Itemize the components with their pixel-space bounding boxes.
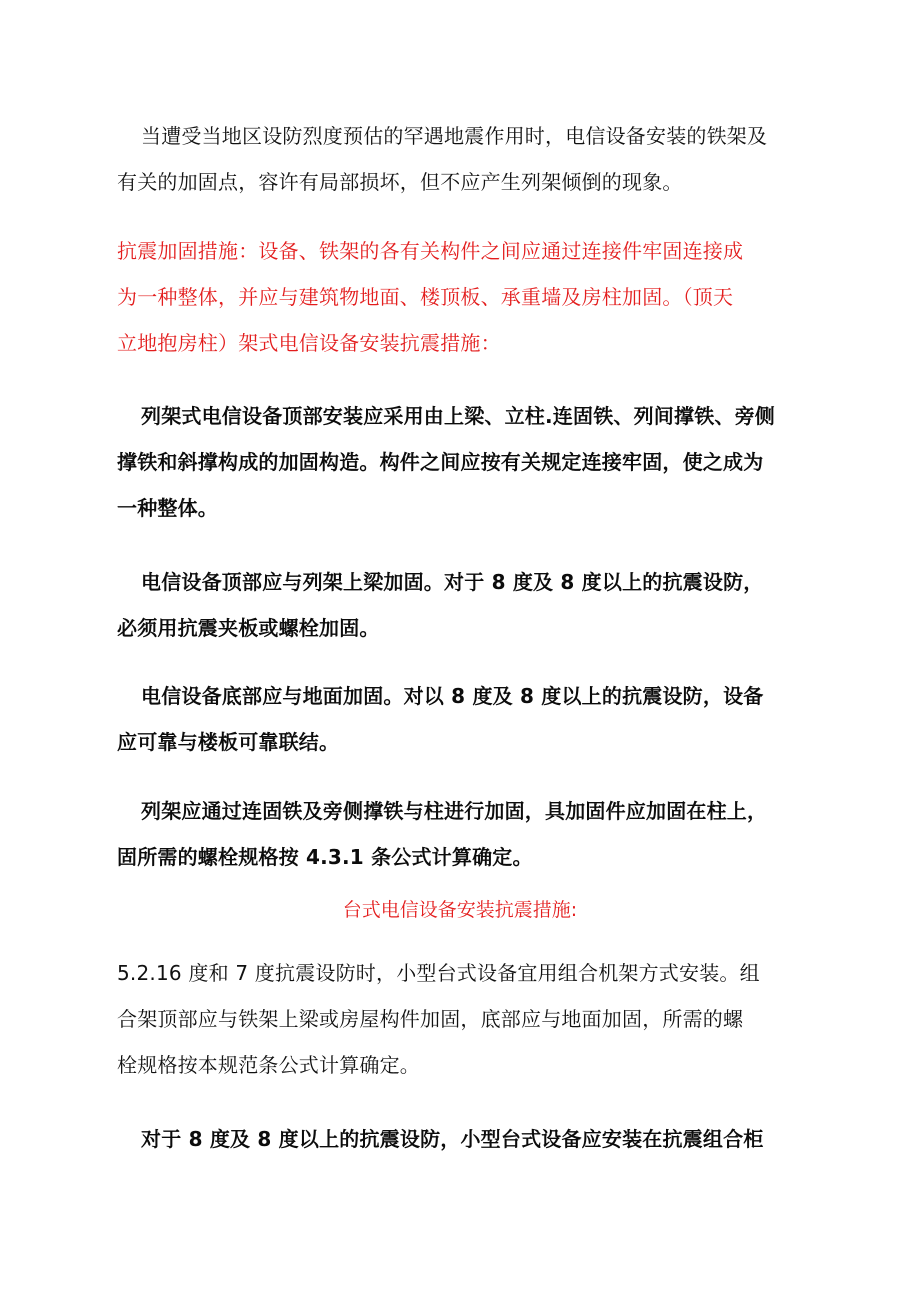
text-line: 固所需的螺栓规格按 4.3.1 条公式计算确定。 xyxy=(117,845,533,869)
paragraph-combined-rack xyxy=(117,950,817,1088)
paragraph-rack-column xyxy=(117,788,817,880)
text-line: 对于 8 度及 8 度以上的抗震设防，小型台式设备应安装在抗震组合柜 xyxy=(141,1127,764,1151)
text-line: 栓规格按本规范条公式计算确定。 xyxy=(117,1053,420,1077)
text-line: 抗震加固措施：设备、铁架的各有关构件之间应通过连接件牢固连接成 xyxy=(117,239,744,263)
text-line: 必须用抗震夹板或螺栓加固。 xyxy=(117,616,380,640)
text-line: 立地抱房柱）架式电信设备安装抗震措施： xyxy=(117,331,501,355)
text-line: 为一种整体，并应与建筑物地面、楼顶板、承重墙及房柱加固。（顶天 xyxy=(117,285,734,309)
text-line: 应可靠与楼板可靠联结。 xyxy=(117,730,340,754)
text-line: 5.2.16 度和 7 度抗震设防时，小型台式设备宜用组合机架方式安装。组 xyxy=(117,961,760,985)
paragraph-equipment-bottom xyxy=(117,673,817,765)
text-line: 一种整体。 xyxy=(117,496,218,520)
paragraph-seismic-reinforcement xyxy=(117,228,817,366)
text-line: 列架式电信设备顶部安装应采用由上梁、立柱.连固铁、列间撑铁、旁侧 xyxy=(141,404,775,428)
text-line: 电信设备底部应与地面加固。对以 8 度及 8 度以上的抗震设防，设备 xyxy=(141,684,764,708)
paragraph-equipment-top xyxy=(117,559,817,651)
section-heading-desktop-equipment: 台式电信设备安装抗震措施: xyxy=(342,899,578,921)
paragraph-rack-top-installation xyxy=(117,393,817,531)
text-line: 撑铁和斜撑构成的加固构造。构件之间应按有关规定连接牢固，使之成为 xyxy=(117,450,764,474)
text-line: 合架顶部应与铁架上梁或房屋构件加固，底部应与地面加固，所需的螺 xyxy=(117,1007,744,1031)
text-line: 当遭受当地区设防烈度预估的罕遇地震作用时，电信设备安装的铁架及 xyxy=(141,124,768,148)
text-line: 电信设备顶部应与列架上梁加固。对于 8 度及 8 度以上的抗震设防， xyxy=(141,570,764,594)
paragraph-8-degree-desktop xyxy=(117,1116,817,1162)
paragraph-rare-earthquake xyxy=(117,113,817,205)
text-line: 列架应通过连固铁及旁侧撑铁与柱进行加固，具加固件应加固在柱上， xyxy=(141,799,768,823)
text-line: 有关的加固点，容许有局部损坏，但不应产生列架倾倒的现象。 xyxy=(117,170,683,194)
